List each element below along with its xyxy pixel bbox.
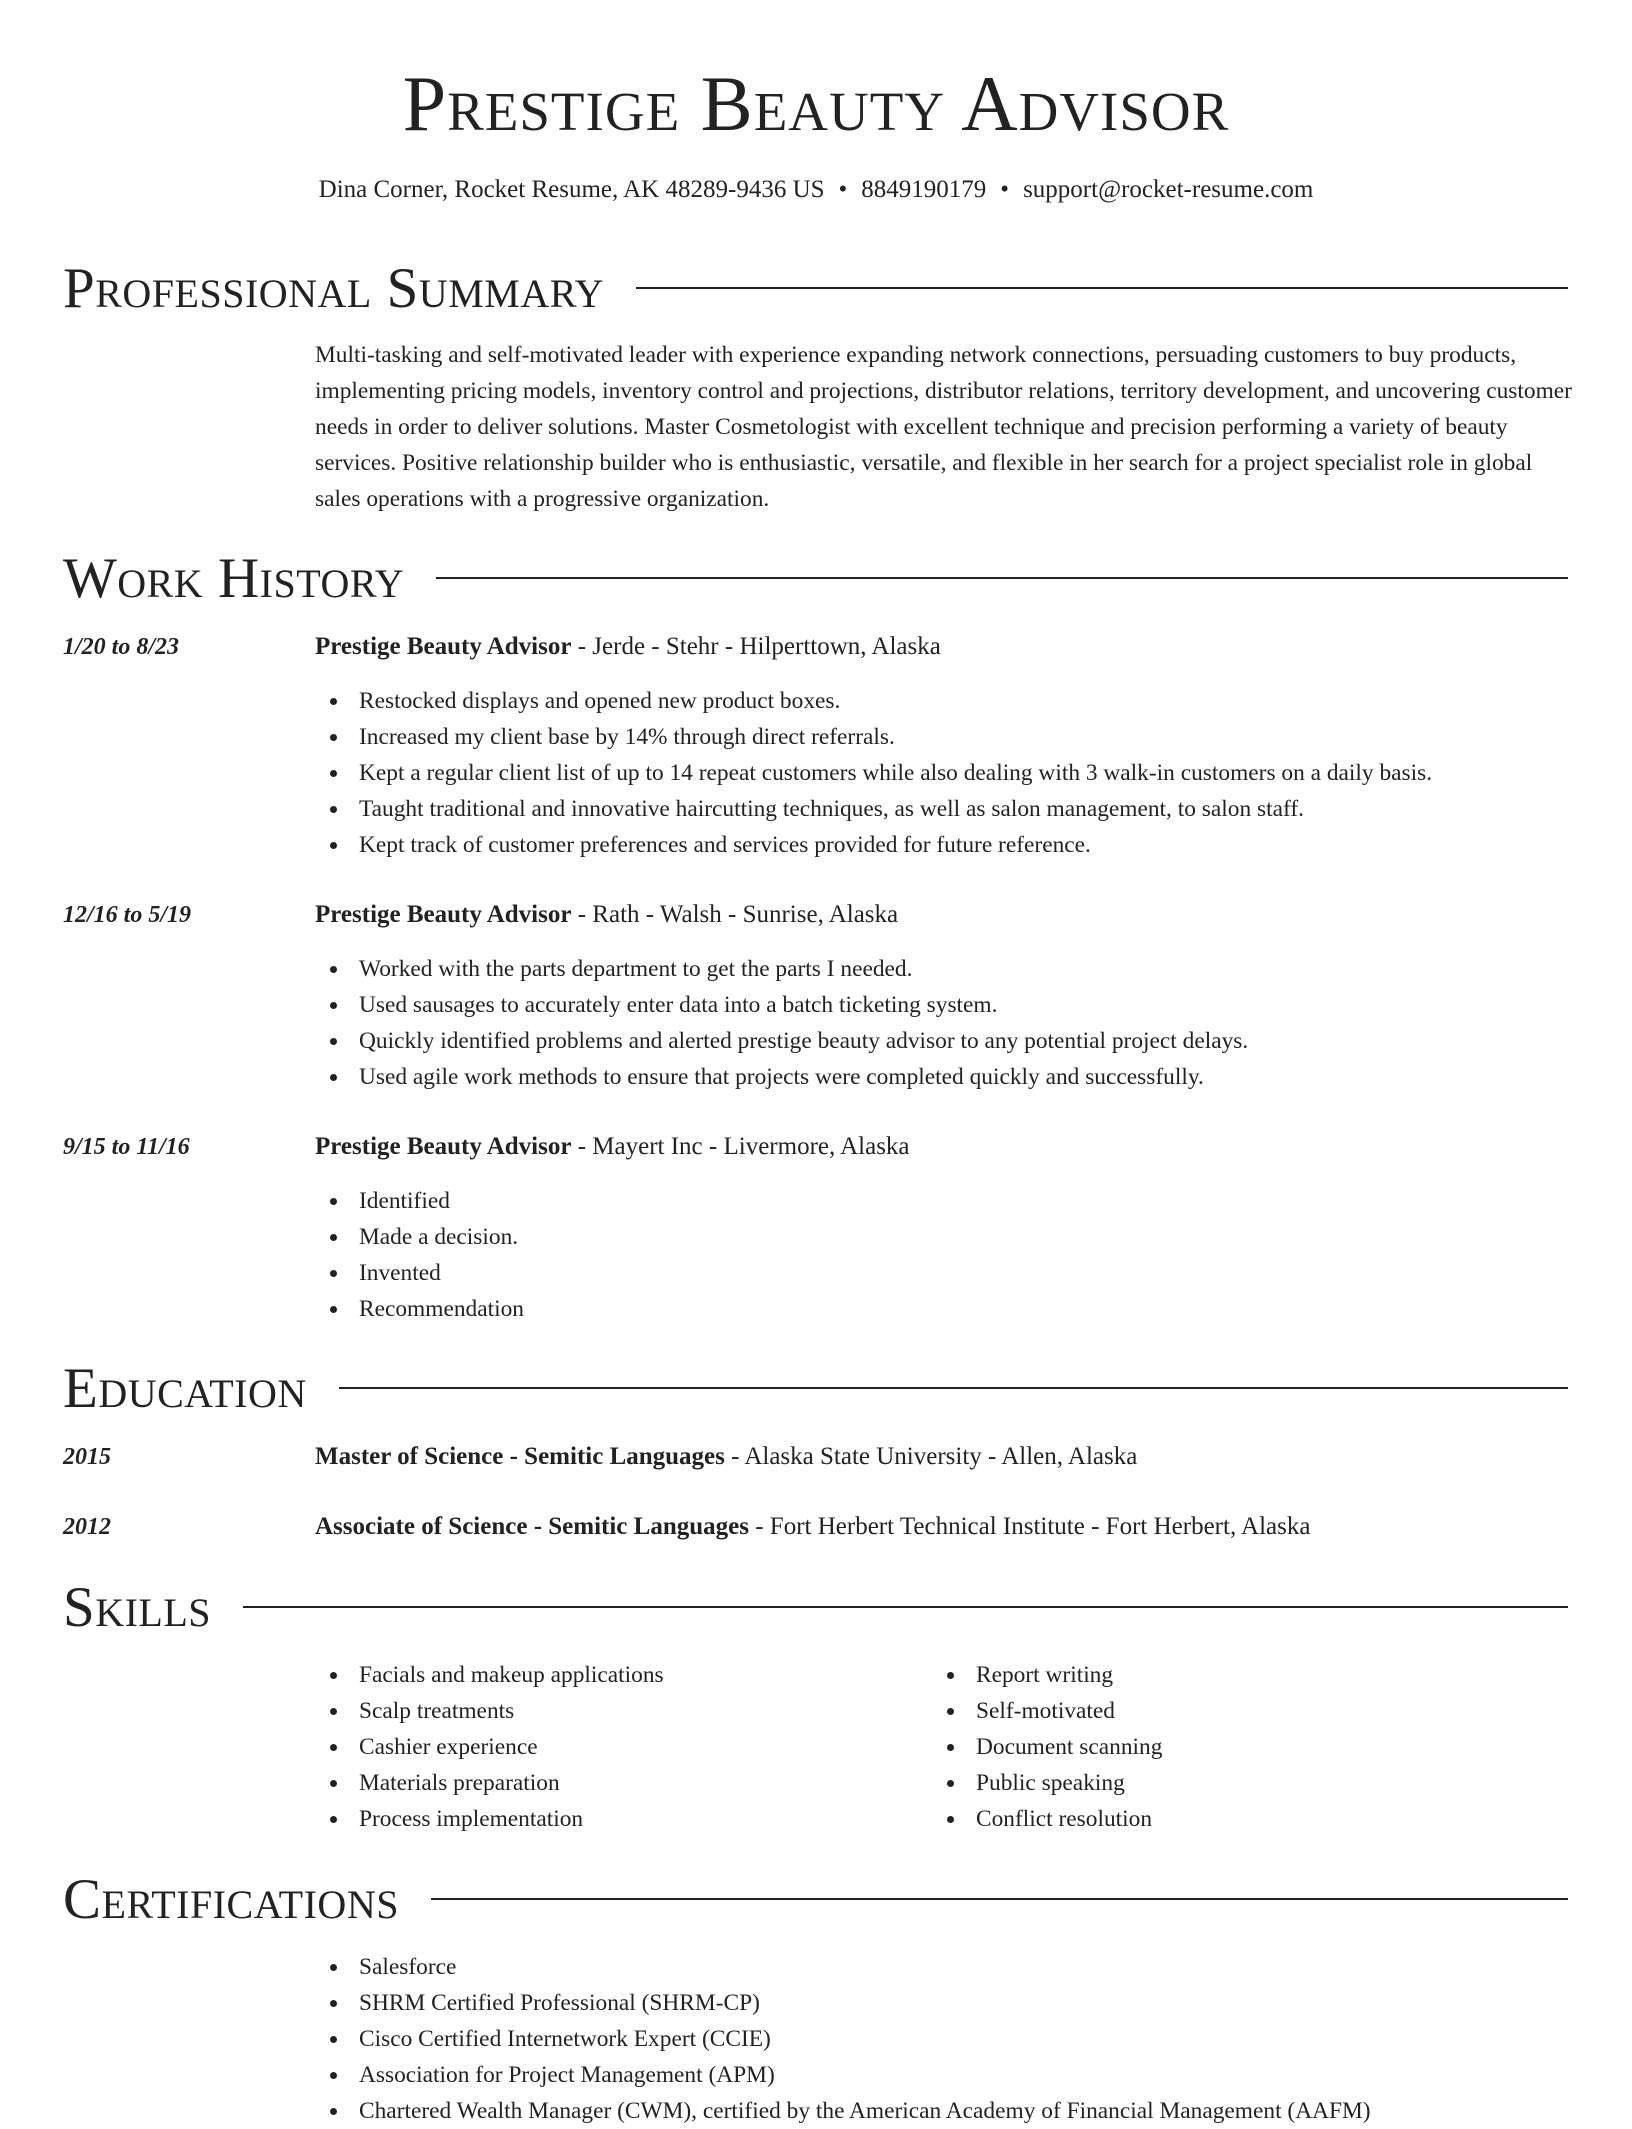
section-title-text: Work History [63, 546, 405, 610]
job-details: - Rath - Walsh - Sunrise, Alaska [571, 901, 899, 928]
certification-item: Salesforce [315, 1949, 1371, 1985]
certifications-list [315, 1949, 1371, 2129]
section-title-summary [63, 256, 1568, 320]
education-year: 2015 [63, 1444, 111, 1470]
job-bullet-list [315, 951, 1248, 1095]
education-details: - Alaska State University - Allen, Alaska [724, 1443, 1138, 1470]
list-item: Made a decision. [315, 1219, 524, 1255]
skill-item: Report writing [932, 1657, 1162, 1693]
list-item: Kept a regular client list of up to 14 repeat customers while also dealing with 3 walk-in customers on a daily basis. [315, 755, 1432, 791]
job-details: - Mayert Inc - Livermore, Alaska [571, 1133, 910, 1160]
certification-item: Cisco Certified Internetwork Expert (CCIE) [315, 2021, 1371, 2057]
job-heading [315, 897, 898, 933]
skill-item: Facials and makeup applications [315, 1657, 664, 1693]
education-details: - Fort Herbert Technical Institute - Fort Herbert, Alaska [748, 1513, 1311, 1540]
job-heading [315, 629, 941, 665]
skill-item: Self-motivated [932, 1693, 1162, 1729]
job-dates: 1/20 to 8/23 [63, 634, 180, 660]
skill-item: Cashier experience [315, 1729, 664, 1765]
education-heading [315, 1439, 1137, 1475]
list-item: Taught traditional and innovative haircutting techniques, as well as salon management, to salon staff. [315, 791, 1432, 827]
resume-name: Prestige Beauty Advisor [402, 60, 1230, 147]
contact-address: Dina Corner, Rocket Resume, AK 48289-9436 US [318, 176, 825, 203]
section-title-certifications [63, 1867, 1568, 1931]
job-position: Prestige Beauty Advisor [315, 901, 572, 928]
section-divider [436, 577, 1568, 579]
education-heading [315, 1509, 1310, 1545]
section-divider [243, 1606, 1568, 1608]
certification-item: SHRM Certified Professional (SHRM-CP) [315, 1985, 1371, 2021]
skills-list-right [932, 1657, 1162, 1837]
job-dates: 9/15 to 11/16 [63, 1134, 190, 1160]
skill-item: Public speaking [932, 1765, 1162, 1801]
section-title-education [63, 1356, 1568, 1420]
summary-text: Multi-tasking and self-motivated leader with experience expanding network connections, persuading customers to buy products, implementing pricing models, inventory control and projections, distributor relations, territory development, and uncovering customer needs in order to deliver solutions. Master Cosmetologist with excellent technique and precision performing a variety of beauty services. Positive relationship builder who is enthusiastic, versatile, and flexible in her search for a project specialist role in global sales operations with a progressive organization. [315, 342, 1572, 512]
skill-item: Process implementation [315, 1801, 664, 1837]
contact-phone: 8849190179 [861, 176, 987, 203]
list-item: Used agile work methods to ensure that projects were completed quickly and successfully. [315, 1059, 1248, 1095]
list-item: Quickly identified problems and alerted prestige beauty advisor to any potential project delays. [315, 1023, 1248, 1059]
job-position: Prestige Beauty Advisor [315, 633, 572, 660]
skill-item: Conflict resolution [932, 1801, 1162, 1837]
list-item: Used sausages to accurately enter data into a batch ticketing system. [315, 987, 1248, 1023]
education-degree: Master of Science - Semitic Languages [315, 1443, 725, 1470]
list-item: Identified [315, 1183, 524, 1219]
contact-email: support@rocket-resume.com [1023, 176, 1314, 203]
certification-item: Chartered Wealth Manager (CWM), certified by the American Academy of Financial Management (AAFM) [315, 2093, 1371, 2129]
section-title-skills [63, 1575, 1568, 1639]
education-degree: Associate of Science - Semitic Languages [315, 1513, 749, 1540]
contact-line [0, 170, 1632, 210]
section-divider [339, 1387, 1568, 1389]
section-divider [431, 1898, 1568, 1900]
contact-separator: • [838, 176, 848, 203]
job-details: - Jerde - Stehr - Hilperttown, Alaska [571, 633, 941, 660]
list-item: Recommendation [315, 1291, 524, 1327]
job-bullet-list [315, 683, 1432, 863]
job-dates: 12/16 to 5/19 [63, 902, 192, 928]
section-title-text: Certifications [63, 1867, 399, 1931]
certification-item: Association for Project Management (APM) [315, 2057, 1371, 2093]
section-divider [636, 287, 1568, 289]
contact-separator: • [1000, 176, 1010, 203]
section-title-text: Skills [63, 1575, 212, 1639]
section-title-work-history [63, 546, 1568, 610]
list-item: Invented [315, 1255, 524, 1291]
list-item: Restocked displays and opened new product boxes. [315, 683, 1432, 719]
list-item: Worked with the parts department to get the parts I needed. [315, 951, 1248, 987]
job-bullet-list [315, 1183, 524, 1327]
section-title-text: Professional Summary [63, 256, 605, 320]
education-year: 2012 [63, 1514, 111, 1540]
skills-list-left [315, 1657, 664, 1837]
section-title-text: Education [63, 1356, 307, 1420]
list-item: Kept track of customer preferences and services provided for future reference. [315, 827, 1432, 863]
skill-item: Materials preparation [315, 1765, 664, 1801]
skill-item: Scalp treatments [315, 1693, 664, 1729]
skill-item: Document scanning [932, 1729, 1162, 1765]
list-item: Increased my client base by 14% through direct referrals. [315, 719, 1432, 755]
job-heading [315, 1129, 910, 1165]
job-position: Prestige Beauty Advisor [315, 1133, 572, 1160]
